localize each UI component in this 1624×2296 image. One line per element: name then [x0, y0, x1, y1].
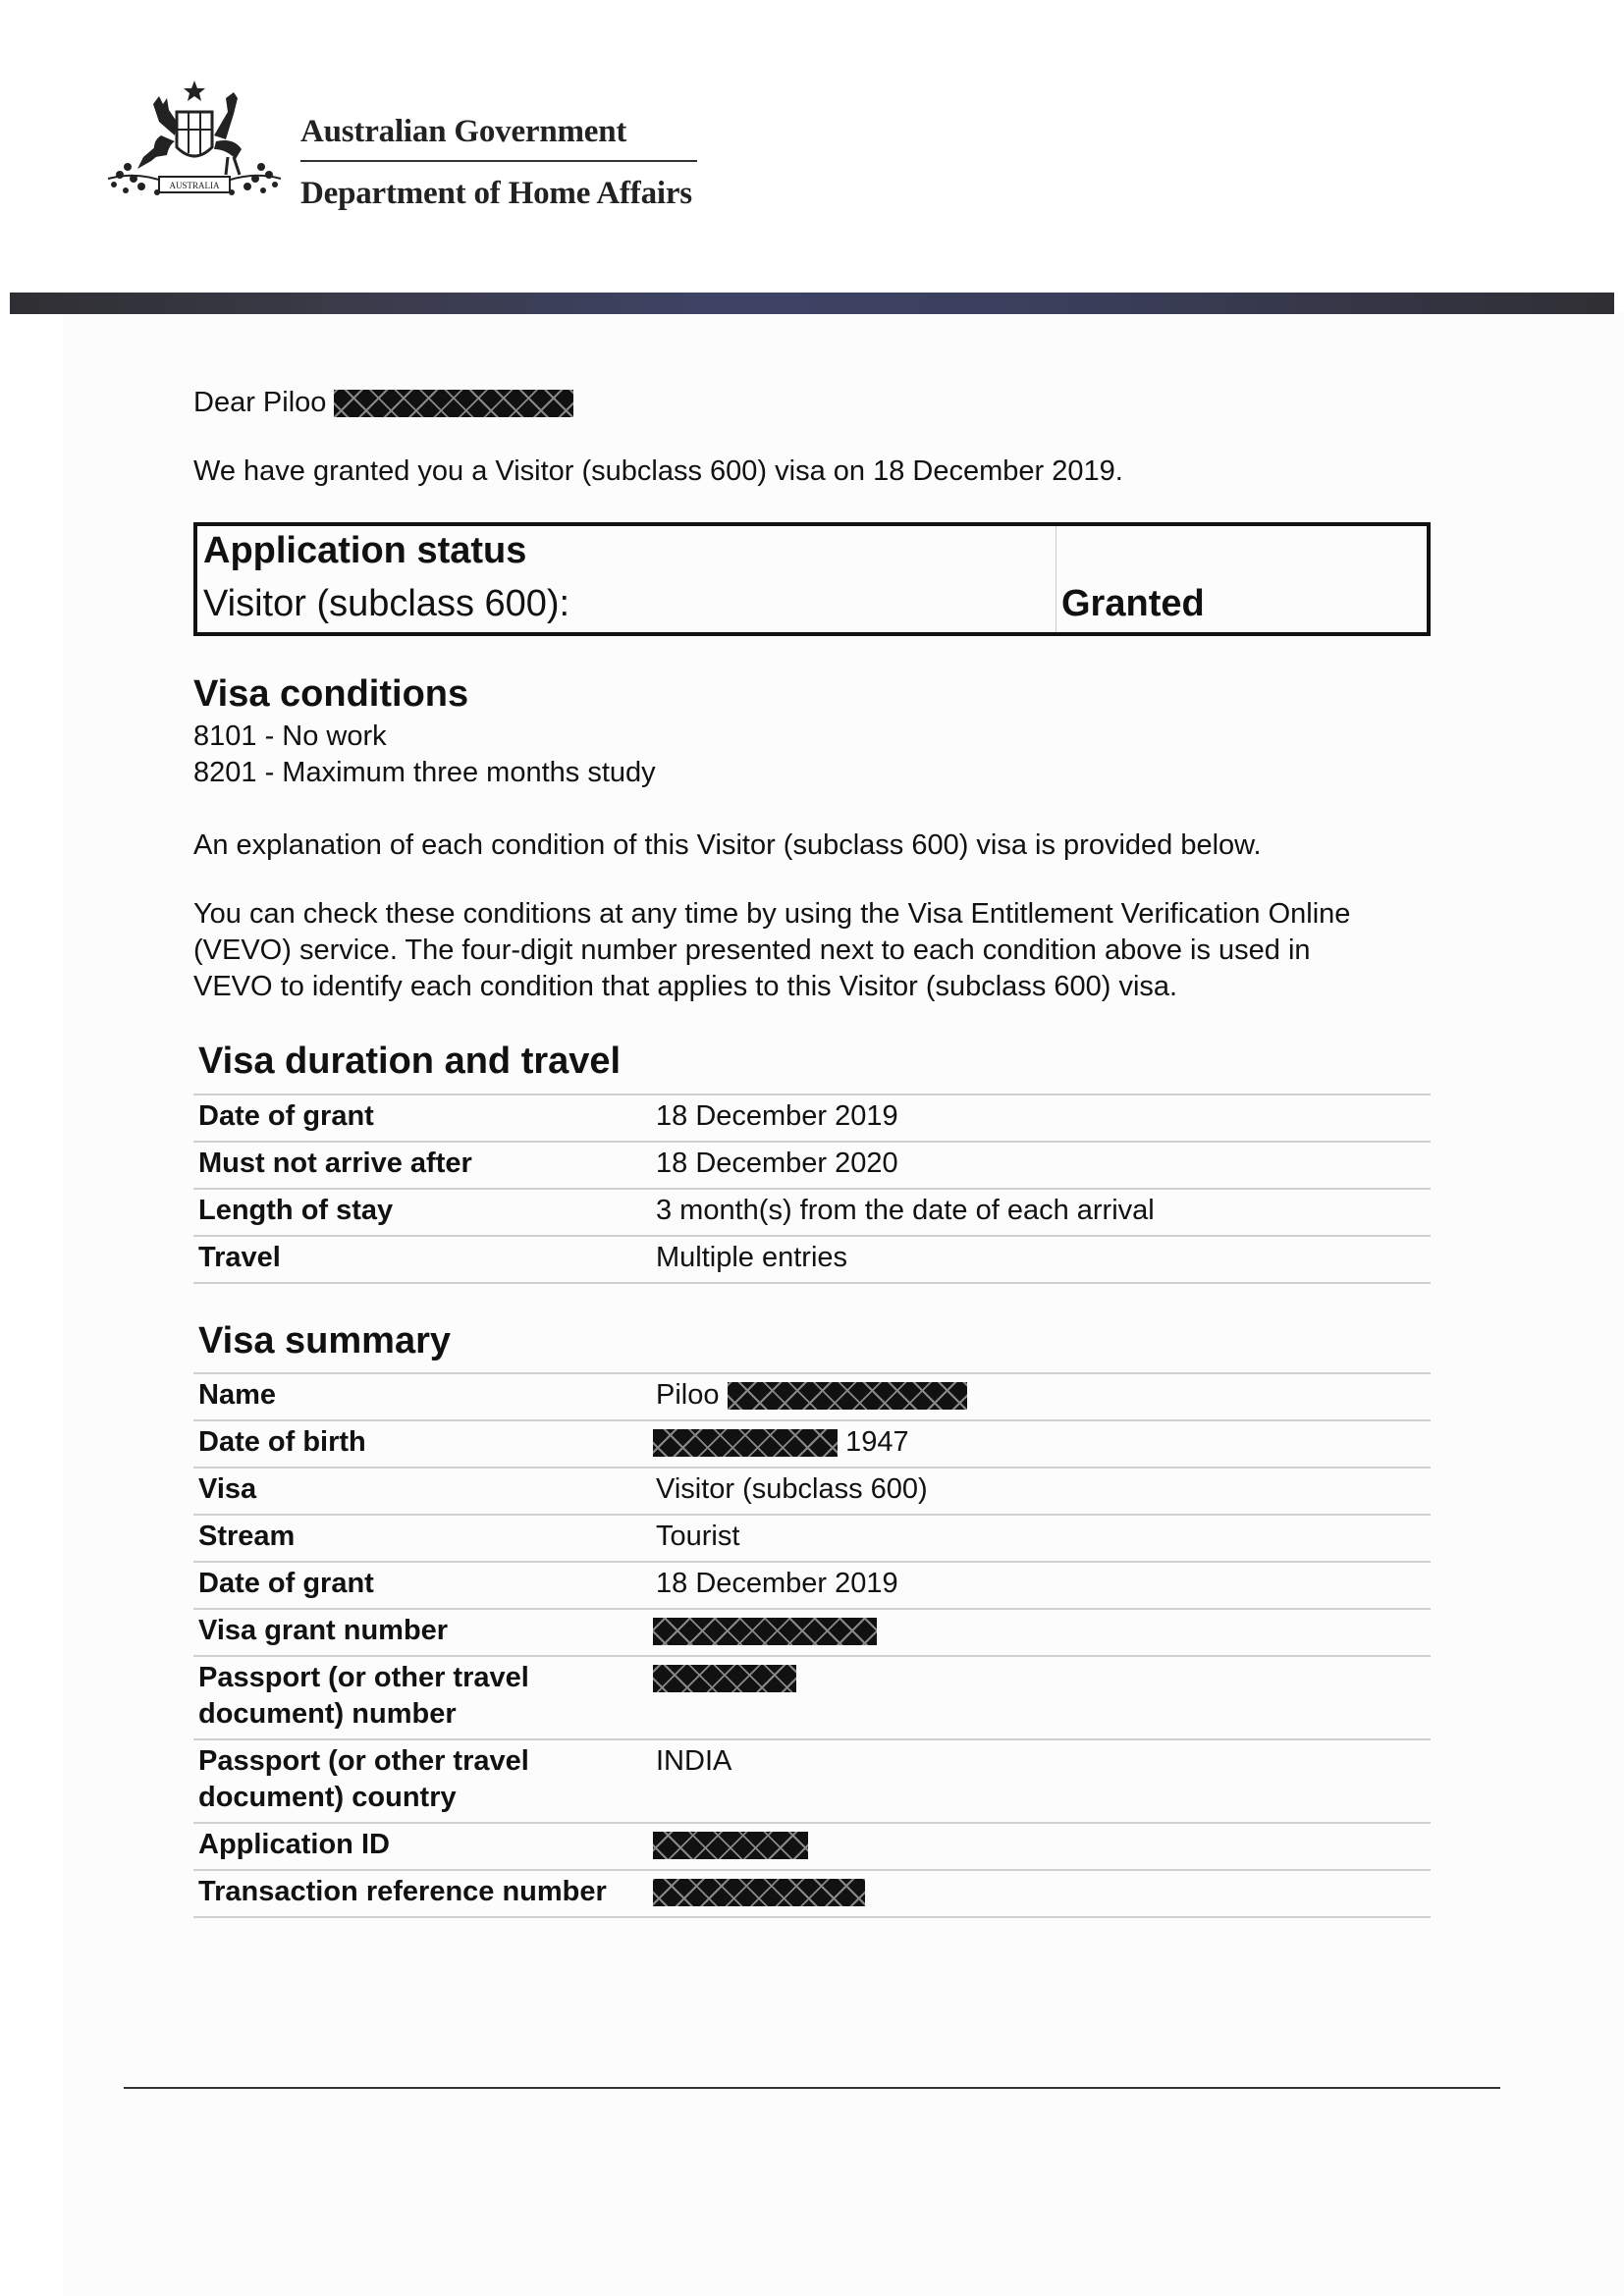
redaction-mark — [653, 1429, 838, 1457]
table-row — [193, 1871, 1431, 1918]
row-label: Visa — [198, 1473, 257, 1505]
summary-heading: Visa summary — [198, 1320, 452, 1362]
status-value: Granted — [1061, 583, 1205, 624]
row-value: 18 December 2019 — [656, 1100, 898, 1132]
row-value-wrap — [653, 1424, 909, 1461]
letterhead-divider — [300, 160, 697, 162]
australian-coat-of-arms-icon — [98, 77, 291, 216]
redaction-mark — [728, 1382, 967, 1410]
table-row — [193, 1824, 1431, 1871]
row-label: Passport (or other travel document) country — [198, 1745, 529, 1813]
vevo-line: You can check these conditions at any time by using the Visa Entitlement Verification Online — [193, 898, 1351, 930]
crest-motto-text: AUSTRALIA — [169, 181, 220, 190]
row-label: Length of stay — [198, 1195, 394, 1226]
table-row — [193, 1610, 1431, 1657]
redaction-mark — [653, 1832, 808, 1859]
row-label: Date of birth — [198, 1426, 366, 1458]
table-row — [193, 1516, 1431, 1563]
table-row — [193, 1563, 1431, 1610]
organisation-name — [300, 114, 697, 212]
header-band — [10, 293, 1614, 314]
table-row — [193, 1190, 1431, 1237]
row-value: 1947 — [845, 1426, 909, 1458]
row-value: Multiple entries — [656, 1242, 848, 1273]
row-label: Transaction reference number — [198, 1876, 607, 1907]
row-value: Piloo — [656, 1379, 720, 1411]
row-value-wrap — [653, 1660, 796, 1696]
table-row — [193, 1237, 1431, 1284]
greeting-line — [193, 385, 573, 421]
redaction-mark — [334, 390, 573, 417]
duration-table — [193, 1094, 1431, 1284]
row-label: Date of grant — [198, 1568, 374, 1599]
table-row — [193, 1421, 1431, 1468]
table-row — [193, 1740, 1431, 1824]
row-value: 3 month(s) from the date of each arrival — [656, 1195, 1155, 1226]
redaction-mark — [653, 1618, 877, 1645]
condition-item: 8201 - Maximum three months study — [193, 757, 656, 788]
department-name: Department of Home Affairs — [300, 176, 692, 211]
summary-table — [193, 1372, 1431, 1918]
status-title: Application status — [203, 530, 527, 571]
row-label: Visa grant number — [198, 1615, 449, 1646]
row-label: Date of grant — [198, 1100, 374, 1132]
row-value: 18 December 2020 — [656, 1148, 898, 1179]
table-row — [193, 1095, 1431, 1143]
grant-intro: We have granted you a Visitor (subclass 600) visa on 18 December 2019. — [193, 455, 1123, 487]
row-value-wrap — [653, 1827, 808, 1863]
row-value: Tourist — [656, 1521, 740, 1552]
table-row — [193, 1374, 1431, 1421]
row-value: 18 December 2019 — [656, 1568, 898, 1599]
row-value-wrap — [656, 1377, 967, 1414]
condition-item: 8101 - No work — [193, 721, 387, 752]
duration-heading: Visa duration and travel — [198, 1041, 622, 1082]
row-label: Passport (or other travel document) number — [198, 1662, 529, 1730]
row-label: Travel — [198, 1242, 281, 1273]
table-row — [193, 1143, 1431, 1190]
vevo-line: VEVO to identify each condition that applies to this Visitor (subclass 600) visa. — [193, 971, 1178, 1002]
visa-conditions-heading: Visa conditions — [193, 673, 469, 715]
government-name: Australian Government — [300, 114, 627, 149]
table-row — [193, 1657, 1431, 1740]
row-label: Must not arrive after — [198, 1148, 472, 1179]
application-status-box — [193, 522, 1431, 636]
vevo-line: (VEVO) service. The four-digit number presented next to each condition above is used in — [193, 934, 1311, 966]
row-value-wrap — [653, 1874, 865, 1910]
redaction-mark — [653, 1879, 865, 1906]
row-label: Application ID — [198, 1829, 390, 1860]
table-row — [193, 1468, 1431, 1516]
row-value: INDIA — [656, 1745, 732, 1777]
conditions-explanation: An explanation of each condition of this Visitor (subclass 600) visa is provided below. — [193, 829, 1262, 861]
letterhead — [0, 0, 1624, 294]
redaction-mark — [653, 1665, 796, 1692]
row-value-wrap — [653, 1613, 877, 1649]
row-label: Stream — [198, 1521, 296, 1552]
row-value: Visitor (subclass 600) — [656, 1473, 928, 1505]
status-label: Visitor (subclass 600): — [203, 583, 570, 624]
greeting-text: Dear Piloo — [193, 387, 327, 418]
row-label: Name — [198, 1379, 276, 1411]
footer-rule — [124, 2087, 1500, 2089]
